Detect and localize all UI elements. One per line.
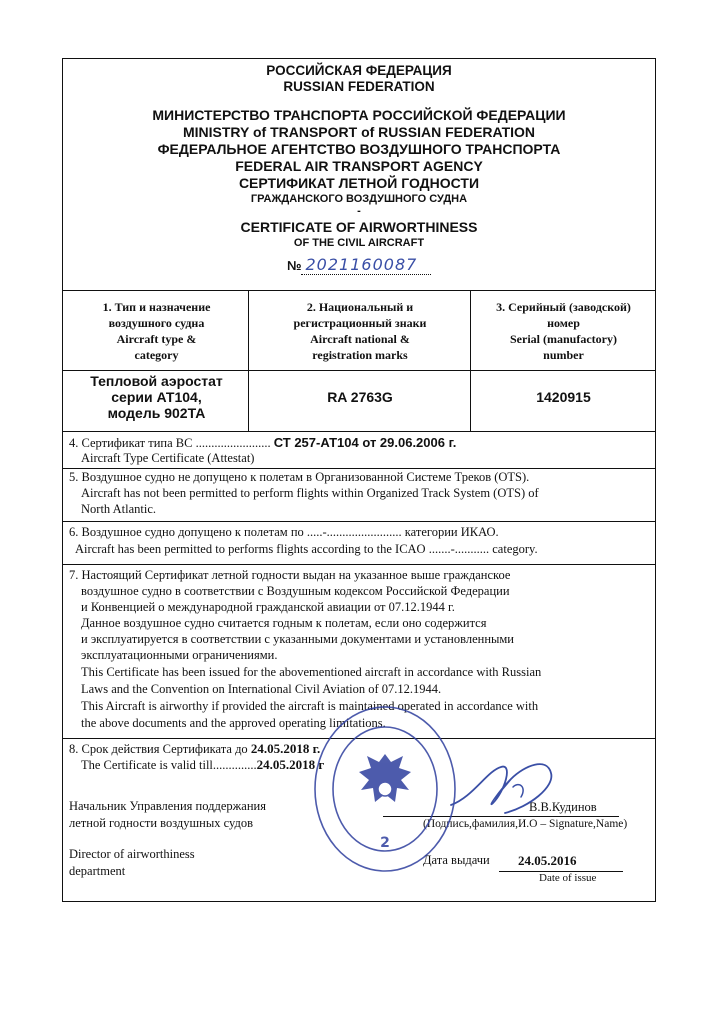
signatory-title-ru-2: летной годности воздушных судов <box>69 816 253 830</box>
registration-value: RA 2763G <box>327 389 393 405</box>
section7-line9: This Aircraft is airworthy if provided the aircraft is maintained operated in accordance with <box>81 699 539 713</box>
number-underline <box>301 274 431 275</box>
section7-line5: и эксплуатируется в соответствии с указанными документами и установленными <box>81 632 515 646</box>
cert-title-ru: СЕРТИФИКАТ ЛЕТНОЙ ГОДНОСТИ <box>238 175 480 191</box>
section7-line7: This Certificate has been issued for the abovementioned aircraft in accordance with Russian <box>81 665 542 679</box>
title-dash: - <box>357 205 361 217</box>
cert-title-en: CERTIFICATE OF AIRWORTHINESS <box>240 219 478 235</box>
aircraft-type-value: Тепловой аэростат серии АТ104, модель 902ТА <box>90 373 223 421</box>
issue-date-value: 24.05.2016 <box>518 853 577 868</box>
official-seal <box>310 699 460 879</box>
section7-line4: Данное воздушное судно считается годным к полетам, если оно содержится <box>81 616 487 630</box>
section5-line2: Aircraft has not been permitted to perform flights within Organized Track System (OTS) of <box>81 486 539 500</box>
col3-header: 3. Серийный (заводской) номер Serial (manufactory) number <box>496 300 631 362</box>
country-ru: РОССИЙСКАЯ ФЕДЕРАЦИЯ <box>266 63 452 78</box>
section8-line1: 8. Срок действия Сертификата до 24.05.2018 г. <box>69 741 321 756</box>
divider <box>63 468 655 469</box>
signatory-name: В.В.Кудинов <box>529 800 597 814</box>
seal-number: 2 <box>380 835 390 851</box>
cert-number <box>287 255 417 275</box>
number-value: 2021160087 <box>305 255 418 274</box>
ministry-en: MINISTRY of TRANSPORT of RUSSIAN FEDERATION <box>182 124 536 140</box>
col1-header: 1. Тип и назначение воздушного судна Aircraft type & category <box>102 300 211 362</box>
number-label: № <box>287 258 302 273</box>
agency-en: FEDERAL AIR TRANSPORT AGENCY <box>235 158 483 174</box>
serial-value: 1420915 <box>536 389 591 405</box>
issue-date-caption: Date of issue <box>539 872 597 884</box>
section4-line1: 4. Сертификат типа ВС ........................ СТ 257-АТ104 от 29.06.2006 г. <box>69 435 457 450</box>
signatory-title-en-1: Director of airworthiness <box>69 847 195 861</box>
section7-line6: эксплуатационными ограничениями. <box>81 648 278 662</box>
cert-subtitle-en: OF THE CIVIL AIRCRAFT <box>293 237 425 249</box>
divider <box>63 564 655 565</box>
section7-line2: воздушное судно в соответствии с Воздушным кодексом Российской Федерации <box>81 584 510 598</box>
section7-line8: Laws and the Convention on International Civil Aviation of 07.12.1944. <box>81 682 442 696</box>
divider <box>63 521 655 522</box>
issue-date-label: Дата выдачи <box>423 853 490 867</box>
signature-caption: (Подпись,фамилия,И.О – Signature,Name) <box>423 818 628 830</box>
section5-line1: 5. Воздушное судно не допущено к полетам в Организованной Системе Треков (OTS). <box>69 470 530 484</box>
divider <box>63 290 655 291</box>
section7-line3: и Конвенцией о международной гражданской авиации от 07.12.1944 г. <box>81 600 455 614</box>
signatory-title-en-2: department <box>69 864 126 878</box>
country-en: RUSSIAN FEDERATION <box>283 79 435 94</box>
section7-line1: 7. Настоящий Сертификат летной годности выдан на указанное выше гражданское <box>69 568 511 582</box>
column-divider <box>248 290 249 432</box>
column-divider <box>470 290 471 432</box>
divider <box>63 370 655 371</box>
agency-ru: ФЕДЕРАЛЬНОЕ АГЕНТСТВО ВОЗДУШНОГО ТРАНСПОРТА <box>157 141 561 157</box>
section4-line2: Aircraft Type Certificate (Attestat) <box>81 451 255 465</box>
section7-line10: the above documents and the approved operating limitations. <box>81 716 386 730</box>
certificate-frame <box>62 58 656 902</box>
col2-header: 2. Национальный и регистрационный знаки Aircraft national & registration marks <box>293 300 427 362</box>
section5-line3: North Atlantic. <box>81 502 156 516</box>
section8-line2: The Certificate is valid till..............24.05.2018 г <box>81 757 325 772</box>
handwritten-signature <box>443 747 563 827</box>
ministry-ru: МИНИСТЕРСТВО ТРАНСПОРТА РОССИЙСКОЙ ФЕДЕРАЦИИ <box>152 107 566 123</box>
cert-subtitle-ru: ГРАЖДАНСКОГО ВОЗДУШНОГО СУДНА <box>250 193 468 205</box>
section6-line2: Aircraft has been permitted to performs flights according to the ICAO .......-........... category. <box>75 542 538 556</box>
divider <box>63 431 655 432</box>
section6-line1: 6. Воздушное судно допущено к полетам по .....-........................ категории ИКАО. <box>69 525 499 539</box>
signatory-title-ru-1: Начальник Управления поддержания <box>69 799 266 813</box>
